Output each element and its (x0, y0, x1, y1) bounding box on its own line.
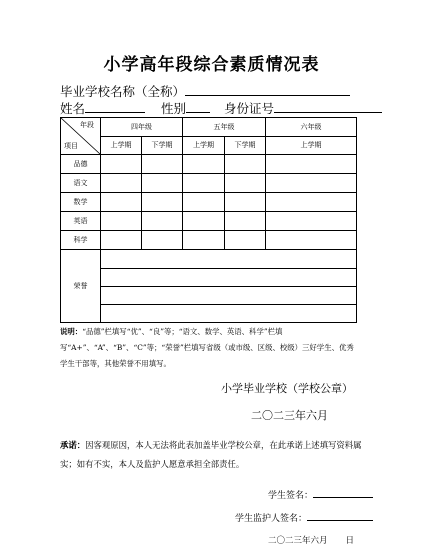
signature-date-row (268, 534, 354, 546)
instructions-note (60, 324, 360, 372)
table-row (61, 231, 357, 250)
student-signature-field[interactable] (313, 486, 373, 498)
grade-cell[interactable] (266, 155, 357, 174)
corner-grade-label: 年段 (80, 121, 94, 129)
grade-cell[interactable] (142, 155, 183, 174)
pledge-lead: 承诺： (60, 440, 86, 450)
grade-cell[interactable] (142, 231, 183, 250)
subject-label: 科学 (61, 231, 101, 250)
grade-cell[interactable] (266, 174, 357, 193)
student-signature-label: 学生签名： (268, 491, 314, 501)
date-line: 二〇二三年六月 (251, 409, 328, 422)
form-title: 小学高年段综合素质情况表 (103, 55, 320, 75)
guardian-signature-row (235, 509, 373, 524)
school-name-field[interactable] (185, 82, 350, 96)
quality-table (60, 117, 357, 323)
table-row (61, 174, 357, 193)
grade-cell[interactable] (142, 174, 183, 193)
term-header: 上学期 (101, 137, 142, 155)
honor-cell[interactable] (101, 269, 357, 287)
honor-cell[interactable] (101, 305, 357, 323)
honor-cell[interactable] (101, 287, 357, 305)
grade-cell[interactable] (225, 155, 266, 174)
subject-label: 数学 (61, 193, 101, 212)
subject-label: 语文 (61, 174, 101, 193)
student-signature-row (268, 486, 373, 501)
gender-label: 性别 (160, 101, 186, 116)
grade-cell[interactable] (101, 231, 142, 250)
grade-cell[interactable] (142, 193, 183, 212)
grade-cell[interactable] (142, 212, 183, 231)
guardian-signature-label: 学生监护人签名： (235, 514, 308, 524)
school-name-row (60, 82, 350, 100)
honor-label: 荣誉 (61, 250, 101, 323)
grade-cell[interactable] (266, 193, 357, 212)
honor-cell[interactable] (101, 250, 357, 269)
grade-cell[interactable] (225, 193, 266, 212)
grade-cell[interactable] (225, 212, 266, 231)
corner-item-label: 项目 (64, 142, 78, 150)
term-header: 上学期 (183, 137, 225, 155)
table-corner-cell (61, 118, 101, 155)
grade-cell[interactable] (101, 155, 142, 174)
gender-field[interactable] (186, 99, 210, 113)
term-header: 下学期 (225, 137, 266, 155)
id-number-field[interactable] (274, 99, 382, 113)
day-label: 日 (345, 536, 355, 546)
school-name-label: 毕业学校名称（全称） (60, 84, 186, 99)
grade-cell[interactable] (183, 193, 225, 212)
grade-cell[interactable] (183, 174, 225, 193)
personal-info-row (60, 99, 382, 117)
school-seal-line: 小学毕业学校（学校公章） (221, 382, 353, 395)
subject-label: 英语 (61, 212, 101, 231)
name-label: 姓名 (60, 101, 86, 116)
name-field[interactable] (85, 99, 145, 113)
grade-cell[interactable] (183, 231, 225, 250)
grade-cell[interactable] (183, 212, 225, 231)
term-header: 下学期 (142, 137, 183, 155)
grade-cell[interactable] (225, 174, 266, 193)
honor-row (61, 287, 357, 305)
table-row (61, 193, 357, 212)
grade-cell[interactable] (225, 231, 266, 250)
grade-cell[interactable] (101, 174, 142, 193)
subject-label: 品德 (61, 155, 101, 174)
table-row (61, 212, 357, 231)
signature-date: 二〇二三年六月 (268, 536, 328, 546)
grade-cell[interactable] (101, 193, 142, 212)
grade-cell[interactable] (266, 212, 357, 231)
grade-cell[interactable] (101, 212, 142, 231)
honor-row (61, 250, 357, 269)
guardian-signature-field[interactable] (307, 509, 373, 521)
note-lead: 说明： (60, 327, 83, 336)
grade-cell[interactable] (266, 231, 357, 250)
grade-header-5: 五年级 (183, 118, 266, 137)
grade-header-4: 四年级 (101, 118, 183, 137)
grade-header-6: 六年级 (266, 118, 357, 137)
note-text: “品德”栏填写“优”、“良”等；“语文、数学、英语、科学”栏填写“A+”、“A”、“B”、“C”等；“荣誉”栏填写省级（或市级、区级、校级）三好学生、优秀学生干部等，其他荣誉不用填写。 (60, 327, 354, 368)
table-row (61, 155, 357, 174)
grade-cell[interactable] (183, 155, 225, 174)
honor-row (61, 269, 357, 287)
term-header: 上学期 (266, 137, 357, 155)
pledge-text: 因客观原因，本人无法将此表加盖毕业学校公章，在此承诺上述填写资料属实；如有不实，本人及监护人愿意承担全部责任。 (60, 440, 362, 469)
honor-row (61, 305, 357, 323)
id-number-label: 身份证号 (223, 101, 274, 116)
pledge-paragraph (60, 436, 363, 474)
